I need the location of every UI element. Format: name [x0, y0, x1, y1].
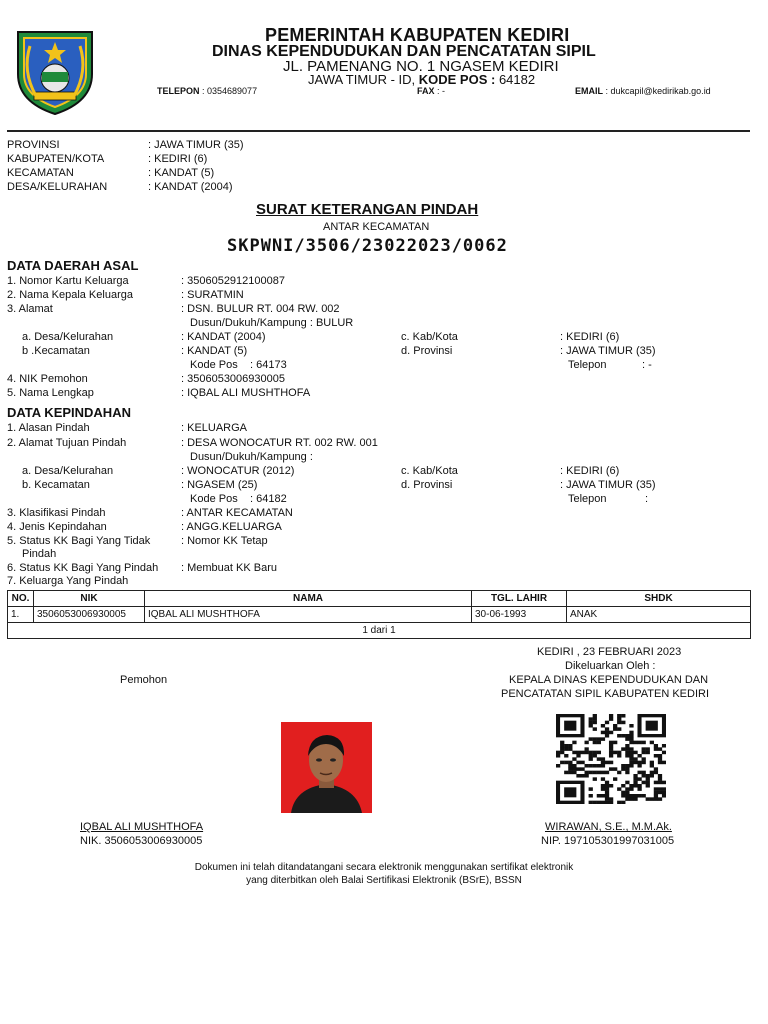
- header-email: EMAIL : dukcapil@kedirikab.go.id: [575, 86, 711, 96]
- asal-desa-label: a. Desa/Kelurahan: [22, 331, 114, 343]
- asal-no-kk-label: 1. Nomor Kartu Keluarga: [7, 275, 129, 287]
- document-title: SURAT KETERANGAN PINDAH: [256, 201, 479, 218]
- region-kecamatan-label: KECAMATAN: [7, 167, 74, 179]
- esign-notice-line-2: yang diterbitkan oleh Balai Sertifikasi Elektronik (BSrE), BSSN: [246, 875, 522, 886]
- asal-no-kk-value: : 3506052912100087: [181, 275, 285, 287]
- col-header-nama: NAMA: [145, 591, 472, 607]
- document-number: SKPWNI/3506/23022023/0062: [227, 236, 508, 256]
- sign-pemohon-label: Pemohon: [120, 674, 168, 686]
- sign-official-title-1: KEPALA DINAS KEPENDUDUKAN DAN: [509, 674, 709, 686]
- asal-kodepos-label: Kode Pos: [190, 359, 238, 371]
- esign-notice-line-1: Dokumen ini telah ditandatangani secara elektronik menggunakan sertifikat elektronik: [194, 862, 574, 873]
- pindah-kodepos-value: : 64182: [250, 493, 287, 505]
- table-row: [8, 607, 751, 623]
- pindah-status-tidak-label: 5. Status KK Bagi Yang Tidak: [7, 535, 151, 547]
- asal-kab-value: : KEDIRI (6): [560, 331, 620, 343]
- asal-alamat-label: 3. Alamat: [7, 303, 53, 315]
- family-members-table: [7, 590, 751, 639]
- header-postcode: JAWA TIMUR - ID, KODE POS : 64182: [308, 72, 536, 87]
- asal-prov-value: : JAWA TIMUR (35): [560, 345, 656, 357]
- pindah-kec-label: b. Kecamatan: [22, 479, 90, 491]
- asal-dusun-value: Dusun/Dukuh/Kampung : BULUR: [190, 317, 354, 329]
- asal-prov-label: d. Provinsi: [401, 345, 453, 357]
- pindah-status-pindah-label: 6. Status KK Bagi Yang Pindah: [7, 562, 159, 574]
- pindah-keluarga-label: 7. Keluarga Yang Pindah: [7, 575, 129, 587]
- col-header-shdk: SHDK: [567, 591, 751, 607]
- asal-kepala-value: : SURATMIN: [181, 289, 244, 301]
- pindah-prov-value: : JAWA TIMUR (35): [560, 479, 656, 491]
- section-data-kepindahan: DATA KEPINDAHAN: [7, 405, 131, 420]
- cell-nik: 3506053006930005: [34, 607, 145, 623]
- region-desa-label: DESA/KELURAHAN: [7, 181, 108, 193]
- pindah-jenis-value: : ANGG.KELUARGA: [181, 521, 282, 533]
- asal-kodepos-value: : 64173: [250, 359, 287, 371]
- col-header-nik: NIK: [34, 591, 145, 607]
- pindah-kab-label: c. Kab/Kota: [401, 465, 458, 477]
- official-name: WIRAWAN, S.E., M.M.Ak.: [545, 821, 672, 833]
- sign-place-date: KEDIRI , 23 FEBRUARI 2023: [537, 646, 682, 658]
- region-kecamatan-value: : KANDAT (5): [148, 167, 215, 179]
- header-fax: FAX : -: [417, 86, 446, 96]
- asal-nama-value: : IQBAL ALI MUSHTHOFA: [181, 387, 311, 399]
- region-kabupaten-label: KABUPATEN/KOTA: [7, 153, 105, 165]
- region-kabupaten-value: : KEDIRI (6): [148, 153, 208, 165]
- pindah-prov-label: d. Provinsi: [401, 479, 453, 491]
- cell-tgl-lahir: 30-06-1993: [472, 607, 567, 623]
- pemohon-name: IQBAL ALI MUSHTHOFA: [80, 821, 204, 833]
- pindah-desa-label: a. Desa/Kelurahan: [22, 465, 114, 477]
- asal-kec-label: b .Kecamatan: [22, 345, 90, 357]
- pindah-jenis-label: 4. Jenis Kepindahan: [7, 521, 107, 533]
- pindah-tujuan-value: : DESA WONOCATUR RT. 002 RW. 001: [181, 437, 378, 449]
- header-telepon: TELEPON : 0354689077: [157, 86, 258, 96]
- header-divider: [7, 130, 750, 132]
- sign-issued-by: Dikeluarkan Oleh :: [565, 660, 656, 672]
- pindah-kab-value: : KEDIRI (6): [560, 465, 620, 477]
- pindah-desa-value: : WONOCATUR (2012): [181, 465, 295, 477]
- cell-no: 1.: [8, 607, 34, 623]
- col-header-no: NO.: [8, 591, 34, 607]
- asal-telepon-value: : -: [642, 359, 652, 371]
- pindah-alasan-value: : KELUARGA: [181, 422, 248, 434]
- pindah-status-tidak-label-2: Pindah: [22, 548, 57, 560]
- header-government: PEMERINTAH KABUPATEN KEDIRI: [265, 25, 570, 45]
- table-footer-row: [8, 623, 751, 639]
- asal-desa-value: : KANDAT (2004): [181, 331, 266, 343]
- pemohon-nik: NIK. 3506053006930005: [80, 835, 203, 847]
- table-page-count: 1 dari 1: [8, 623, 751, 639]
- region-provinsi-label: PROVINSI: [7, 139, 60, 151]
- region-desa-value: : KANDAT (2004): [148, 181, 233, 193]
- section-data-daerah-asal: DATA DAERAH ASAL: [7, 258, 139, 273]
- header-address: JL. PAMENANG NO. 1 NGASEM KEDIRI: [283, 58, 559, 75]
- asal-nik-value: : 3506053006930005: [181, 373, 285, 385]
- cell-nama: IQBAL ALI MUSHTHOFA: [145, 607, 472, 623]
- official-nip: NIP. 197105301997031005: [541, 835, 675, 847]
- asal-alamat-value: : DSN. BULUR RT. 004 RW. 002: [181, 303, 340, 315]
- region-provinsi-value: : JAWA TIMUR (35): [148, 139, 244, 151]
- header-department: DINAS KEPENDUDUKAN DAN PENCATATAN SIPIL: [212, 43, 596, 60]
- pindah-tujuan-label: 2. Alamat Tujuan Pindah: [7, 437, 127, 449]
- asal-nama-label: 5. Nama Lengkap: [7, 387, 94, 399]
- pindah-klasifikasi-value: : ANTAR KECAMATAN: [181, 507, 293, 519]
- asal-kab-label: c. Kab/Kota: [401, 331, 458, 343]
- cell-shdk: ANAK: [567, 607, 751, 623]
- asal-telepon-label: Telepon: [568, 359, 607, 371]
- col-header-tgl-lahir: TGL. LAHIR: [472, 591, 567, 607]
- pindah-status-tidak-value: : Nomor KK Tetap: [181, 535, 268, 547]
- pindah-kec-value: : NGASEM (25): [181, 479, 258, 491]
- qr-code: [556, 714, 666, 804]
- applicant-photo: [281, 722, 372, 813]
- asal-kepala-label: 2. Nama Kepala Keluarga: [7, 289, 133, 301]
- pindah-klasifikasi-label: 3. Klasifikasi Pindah: [7, 507, 106, 519]
- pindah-telepon-value: :: [645, 493, 649, 505]
- document-subtitle: ANTAR KECAMATAN: [323, 221, 430, 233]
- pindah-status-pindah-value: : Membuat KK Baru: [181, 562, 277, 574]
- asal-nik-label: 4. NIK Pemohon: [7, 373, 88, 385]
- table-header-row: [8, 591, 751, 607]
- pindah-telepon-label: Telepon: [568, 493, 607, 505]
- pindah-dusun-value: Dusun/Dukuh/Kampung :: [190, 451, 313, 463]
- pindah-kodepos-label: Kode Pos: [190, 493, 238, 505]
- sign-official-title-2: PENCATATAN SIPIL KABUPATEN KEDIRI: [501, 688, 710, 700]
- asal-kec-value: : KANDAT (5): [181, 345, 248, 357]
- pindah-alasan-label: 1. Alasan Pindah: [7, 422, 90, 434]
- kediri-emblem-logo: [12, 26, 98, 116]
